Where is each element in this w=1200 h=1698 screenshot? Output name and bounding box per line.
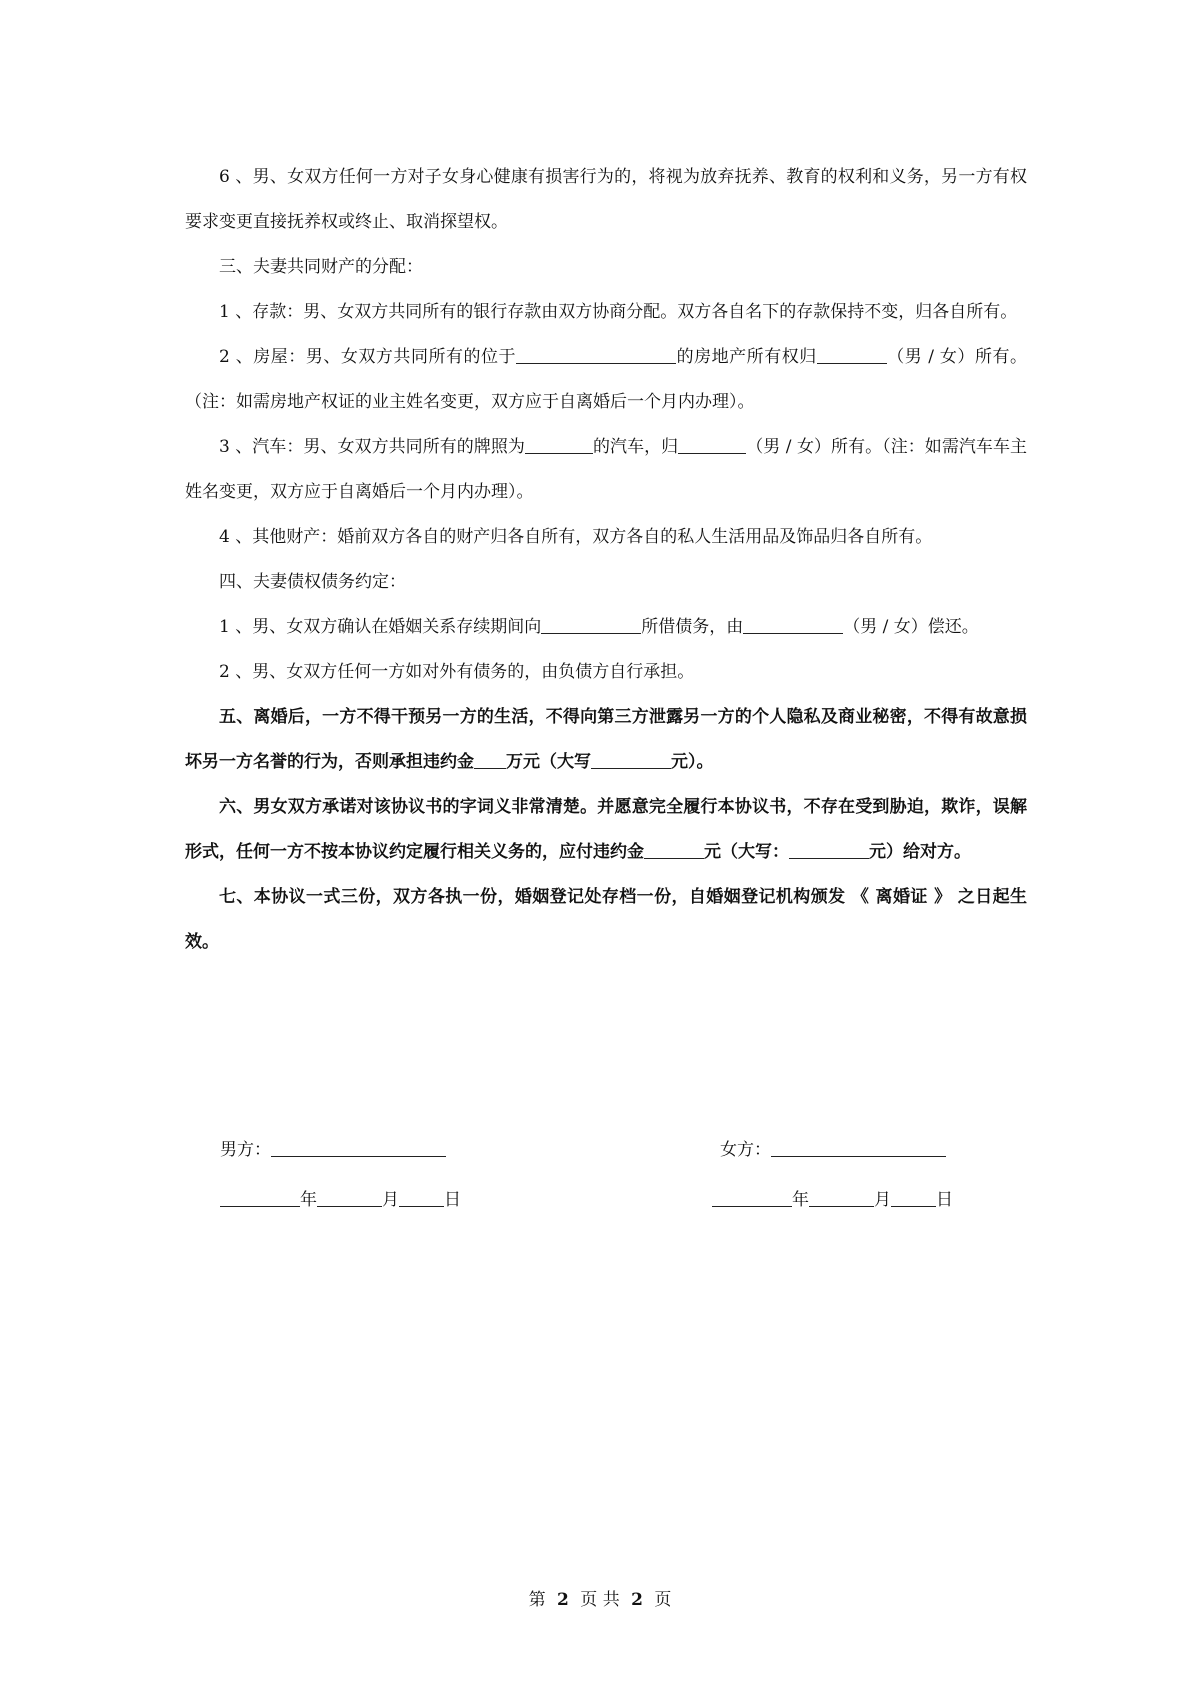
male-month-blank[interactable] (317, 1188, 382, 1207)
female-date-line (712, 1185, 953, 1210)
clause-text: 1 、男、女双方确认在婚姻关系存续期间向 (219, 617, 542, 637)
clause-other-property (185, 515, 1027, 560)
female-signature-line (720, 1135, 946, 1160)
clause-child-harm (185, 155, 1027, 245)
male-signature-blank[interactable] (271, 1138, 446, 1157)
day-label: 日 (936, 1190, 953, 1210)
penalty-amount-words-blank[interactable] (591, 750, 671, 769)
clause-text: 元）。 (671, 752, 714, 772)
agreement-body (185, 155, 1027, 965)
section-heading-property (185, 245, 1027, 290)
clause-text: 2 、房屋：男、女双方共同所有的位于 (219, 347, 517, 367)
clause-joint-debt (185, 605, 1027, 650)
penalty-amount-blank[interactable] (474, 750, 506, 769)
current-page-number: 2 (557, 1590, 569, 1610)
clause-text: （男 / 女）所有。（注：如需汽车车主姓名变更，双方应于自离婚后一个月内办理）。 (185, 437, 1027, 502)
section-heading-text: 四、夫妻债权债务约定： (219, 572, 406, 592)
clause-text: （男 / 女）所有。（注：如需房地产权证的业主姓名变更，双方应于自离婚后一个月内办理）。 (185, 347, 1027, 412)
clause-privacy (185, 695, 1027, 785)
clause-text: 3 、汽车：男、女双方共同所有的牌照为 (219, 437, 525, 457)
house-owner-blank[interactable] (817, 345, 887, 364)
female-month-blank[interactable] (809, 1188, 874, 1207)
male-year-blank[interactable] (220, 1188, 300, 1207)
section-heading-text: 三、夫妻共同财产的分配： (219, 257, 423, 277)
clause-text: （男 / 女）偿还。 (843, 617, 979, 637)
month-label: 月 (874, 1190, 891, 1210)
debt-payer-blank[interactable] (743, 615, 843, 634)
clause-effective (185, 875, 1027, 965)
breach-amount-blank[interactable] (644, 840, 704, 859)
clause-text: 的房地产所有权归 (676, 347, 817, 367)
day-label: 日 (444, 1190, 461, 1210)
clause-text: 1 、存款：男、女双方共同所有的银行存款由双方协商分配。双方各自名下的存款保持不变，归各自所有。 (219, 302, 1018, 322)
clause-text: 五、离婚后，一方不得干预另一方的生活，不得向第三方泄露另一方的个人隐私及商业秘密，不得有故意损坏另一方名誉的行为，否则承担违约金 (185, 707, 1027, 772)
breach-amount-words-blank[interactable] (789, 840, 869, 859)
clause-text: 万元（大写 (506, 752, 591, 772)
footer-middle: 页 共 (580, 1590, 620, 1610)
clause-text: 6 、男、女双方任何一方对子女身心健康有损害行为的，将视为放弃抚养、教育的权利和义务，另一方有权要求变更直接抚养权或终止、取消探望权。 (185, 167, 1027, 232)
female-signature-label: 女方： (720, 1140, 771, 1160)
section-heading-debts (185, 560, 1027, 605)
clause-car (185, 425, 1027, 515)
male-signature-line (220, 1135, 446, 1160)
male-day-blank[interactable] (399, 1188, 444, 1207)
total-page-number: 2 (631, 1590, 643, 1610)
female-day-blank[interactable] (891, 1188, 936, 1207)
clause-external-debt (185, 650, 1027, 695)
clause-text: 4 、其他财产：婚前双方各自的财产归各自所有，双方各自的私人生活用品及饰品归各自所有。 (219, 527, 933, 547)
male-signature-label: 男方： (220, 1140, 271, 1160)
creditor-blank[interactable] (541, 615, 641, 634)
clause-text: 元）给对方。 (869, 842, 971, 862)
clause-text: 六、男女双方承诺对该协议书的字词义非常清楚。并愿意完全履行本协议书，不存在受到胁迫，欺诈，误解形式，任何一方不按本协议约定履行相关义务的，应付违约金 (185, 797, 1027, 862)
female-year-blank[interactable] (712, 1188, 792, 1207)
clause-text: 七、本协议一式三份，双方各执一份，婚姻登记处存档一份，自婚姻登记机构颁发 《 离婚证 》 之日起生效。 (185, 887, 1027, 952)
car-owner-blank[interactable] (678, 435, 746, 454)
clause-house (185, 335, 1027, 425)
page-number-footer (0, 1585, 1200, 1610)
month-label: 月 (382, 1190, 399, 1210)
clause-text: 2 、男、女双方任何一方如对外有债务的，由负债方自行承担。 (219, 662, 695, 682)
clause-commitment (185, 785, 1027, 875)
female-signature-blank[interactable] (771, 1138, 946, 1157)
footer-prefix: 第 (528, 1590, 546, 1610)
clause-text: 的汽车，归 (592, 437, 679, 457)
year-label: 年 (792, 1190, 809, 1210)
footer-suffix: 页 (654, 1590, 672, 1610)
clause-text: 所借债务，由 (641, 617, 744, 637)
car-plate-blank[interactable] (525, 435, 593, 454)
year-label: 年 (300, 1190, 317, 1210)
clause-deposits (185, 290, 1027, 335)
male-date-line (220, 1185, 461, 1210)
clause-text: 元（大写： (704, 842, 789, 862)
house-location-blank[interactable] (516, 345, 676, 364)
